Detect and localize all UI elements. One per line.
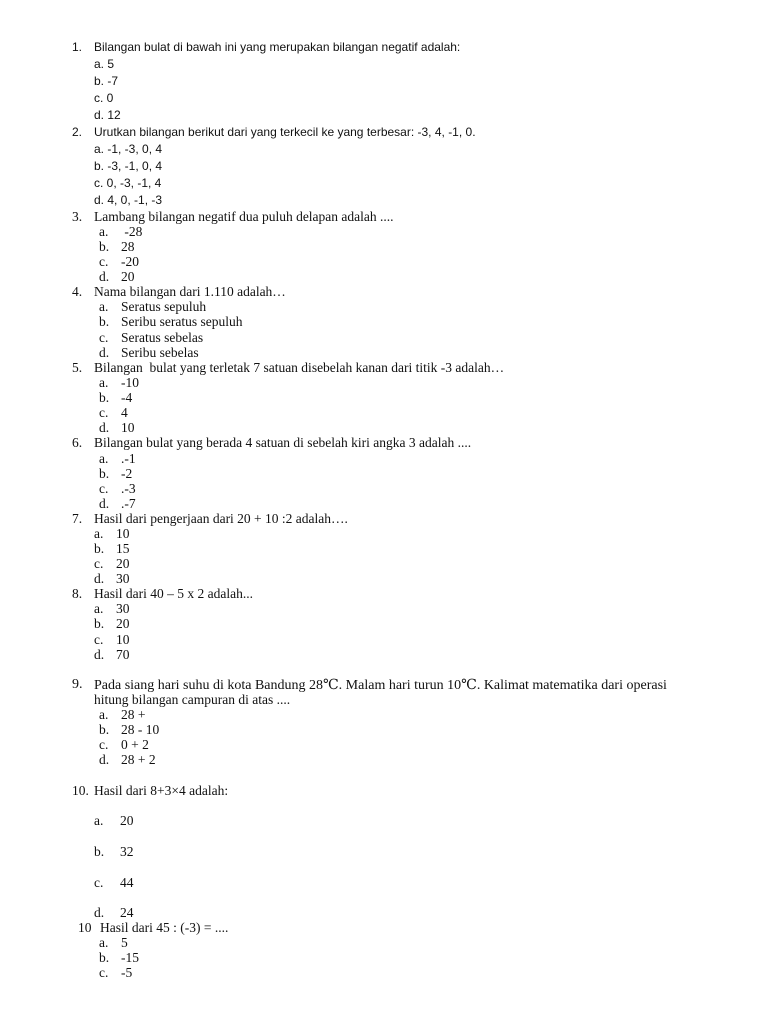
option-value: 24 xyxy=(120,905,134,920)
option-letter: a. xyxy=(99,935,109,950)
option-letter: d. xyxy=(94,571,105,586)
question-text: Hasil dari 45 : (-3) = .... xyxy=(100,920,229,935)
option-letter: d. xyxy=(94,647,105,662)
option-letter: d. xyxy=(99,345,110,360)
option-value: 28 + 2 xyxy=(121,752,156,767)
option-letter: b. xyxy=(94,616,105,631)
option-value: 10 xyxy=(116,526,130,541)
option-letter: a. xyxy=(99,299,109,314)
option-letter: d. xyxy=(99,269,110,284)
option-value: -5 xyxy=(121,965,133,980)
option-value: -15 xyxy=(121,950,139,965)
option-value: 44 xyxy=(120,875,134,890)
question-number: 6. xyxy=(72,435,83,450)
option-b: b. -3, -1, 0, 4 xyxy=(94,159,163,173)
option-letter: d. xyxy=(94,905,105,920)
option-value: 20 xyxy=(116,556,130,571)
option-value: -20 xyxy=(121,254,139,269)
option-value: .-1 xyxy=(121,451,136,466)
question-number: 1. xyxy=(72,40,83,54)
option-letter: c. xyxy=(99,405,109,420)
question-text: Urutkan bilangan berikut dari yang terkecil ke yang terbesar: -3, 4, -1, 0. xyxy=(94,125,476,139)
option-c: c. 0 xyxy=(94,91,114,105)
option-c: c. 0, -3, -1, 4 xyxy=(94,176,162,190)
option-value: 20 xyxy=(116,616,130,631)
option-letter: c. xyxy=(99,481,109,496)
option-value: .-3 xyxy=(121,481,136,496)
question-text: Bilangan bulat yang terletak 7 satuan disebelah kanan dari titik -3 adalah… xyxy=(94,360,505,375)
option-letter: b. xyxy=(94,844,105,859)
option-letter: d. xyxy=(99,496,110,511)
question-text: Hasil dari 8+3×4 adalah: xyxy=(94,783,229,798)
question-text: Bilangan bulat di bawah ini yang merupakan bilangan negatif adalah: xyxy=(94,40,461,54)
question-text: Hasil dari 40 – 5 x 2 adalah... xyxy=(94,586,253,601)
question-text: Nama bilangan dari 1.110 adalah… xyxy=(94,284,286,299)
option-value: -2 xyxy=(121,466,133,481)
option-value: -4 xyxy=(121,390,133,405)
option-value: 20 xyxy=(120,813,134,828)
option-letter: b. xyxy=(99,390,110,405)
option-letter: b. xyxy=(99,950,110,965)
option-value: 0 + 2 xyxy=(121,737,149,752)
question-number: 9. xyxy=(72,677,83,692)
option-d: d. 4, 0, -1, -3 xyxy=(94,193,163,207)
option-value: 28 + xyxy=(121,707,146,722)
question-text: Bilangan bulat yang berada 4 satuan di sebelah kiri angka 3 adalah .... xyxy=(94,435,472,450)
option-letter: b. xyxy=(94,541,105,556)
option-letter: c. xyxy=(99,254,109,269)
option-a: a. -1, -3, 0, 4 xyxy=(94,142,163,156)
option-letter: c. xyxy=(99,330,109,345)
option-a: a. 5 xyxy=(94,57,115,71)
option-b: b. -7 xyxy=(94,74,119,88)
option-letter: a. xyxy=(99,451,109,466)
option-letter: c. xyxy=(94,632,104,647)
question-number: 10. xyxy=(72,783,89,798)
option-d: d. 12 xyxy=(94,108,121,122)
question-text: Hasil dari pengerjaan dari 20 + 10 :2 adalah…. xyxy=(94,511,348,526)
option-value: Seribu sebelas xyxy=(121,345,199,360)
option-value: 15 xyxy=(116,541,130,556)
question-text-line2: hitung bilangan campuran di atas .... xyxy=(94,692,291,707)
question-number: 3. xyxy=(72,209,83,224)
option-value: Seratus sebelas xyxy=(121,330,204,345)
option-value: 5 xyxy=(121,935,128,950)
option-letter: d. xyxy=(99,420,110,435)
question-number: 5. xyxy=(72,360,83,375)
option-letter: a. xyxy=(94,813,104,828)
option-value: 28 - 10 xyxy=(121,722,160,737)
option-letter: a. xyxy=(99,375,109,390)
option-value: 4 xyxy=(121,405,128,420)
option-letter: d. xyxy=(99,752,110,767)
option-letter: c. xyxy=(94,556,104,571)
option-letter: a. xyxy=(99,707,109,722)
question-text: Lambang bilangan negatif dua puluh delapan adalah .... xyxy=(94,209,394,224)
option-value: 10 xyxy=(116,632,130,647)
option-value: Seribu seratus sepuluh xyxy=(121,314,243,329)
option-value: 70 xyxy=(116,647,130,662)
option-letter: b. xyxy=(99,722,110,737)
option-letter: c. xyxy=(99,737,109,752)
option-value: -10 xyxy=(121,375,139,390)
option-value: 10 xyxy=(121,420,135,435)
option-value: Seratus sepuluh xyxy=(121,299,207,314)
option-letter: c. xyxy=(94,875,104,890)
question-number: 7. xyxy=(72,511,83,526)
option-letter: a. xyxy=(94,526,104,541)
option-letter: b. xyxy=(99,239,110,254)
option-letter: a. xyxy=(99,224,109,239)
option-value: 32 xyxy=(120,844,134,859)
option-letter: a. xyxy=(94,601,104,616)
option-value: 30 xyxy=(116,571,130,586)
question-number: 10 xyxy=(78,920,92,935)
option-letter: b. xyxy=(99,314,110,329)
option-value: .-7 xyxy=(121,496,136,511)
option-value: 28 xyxy=(121,239,135,254)
option-letter: b. xyxy=(99,466,110,481)
question-number: 8. xyxy=(72,586,83,601)
option-value: -28 xyxy=(121,224,143,239)
option-value: 20 xyxy=(121,269,135,284)
option-value: 30 xyxy=(116,601,130,616)
question-text-line1: Pada siang hari suhu di kota Bandung 28℃. Malam hari turun 10℃. Kalimat matematika dari operasi xyxy=(94,678,667,693)
option-letter: c. xyxy=(99,965,109,980)
question-number: 2. xyxy=(72,125,83,139)
question-number: 4. xyxy=(72,284,83,299)
